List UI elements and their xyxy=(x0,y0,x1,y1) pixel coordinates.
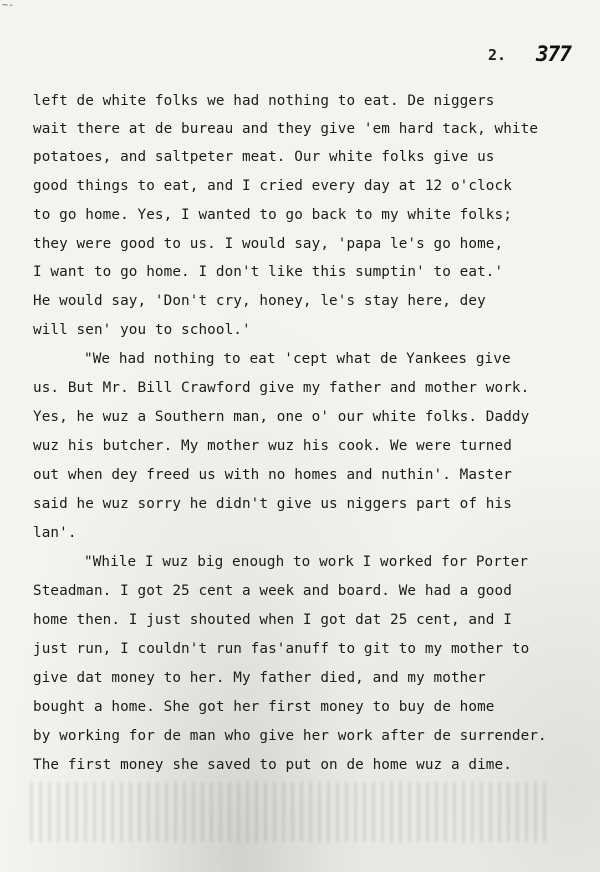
text-line: us. But Mr. Bill Crawford give my father and mother work. xyxy=(33,380,530,396)
text-line: wuz his butcher. My mother wuz his cook. We were turned xyxy=(33,438,512,454)
text-line: out when dey freed us with no homes and nuthin'. Master xyxy=(33,467,512,483)
text-line: "While I wuz big enough to work I worked for Porter xyxy=(84,554,529,570)
text-line: said he wuz sorry he didn't give us niggers part of his xyxy=(33,496,512,512)
text-line: good things to eat, and I cried every day at 12 o'clock xyxy=(33,178,512,194)
text-line: lan'. xyxy=(33,525,77,541)
text-line: wait there at de bureau and they give 'em hard tack, white xyxy=(33,121,539,137)
text-line: home then. I just shouted when I got dat 25 cent, and I xyxy=(33,612,512,628)
corner-ink-mark: ~- xyxy=(2,0,15,11)
text-line: Steadman. I got 25 cent a week and board. We had a good xyxy=(33,583,512,599)
text-line: The first money she saved to put on de home wuz a dime. xyxy=(33,757,512,773)
text-line: Yes, he wuz a Southern man, one o' our white folks. Daddy xyxy=(33,409,530,425)
faded-bottom-smudge xyxy=(30,782,550,842)
text-line: to go home. Yes, I wanted to go back to my white folks; xyxy=(33,207,512,223)
text-line: potatoes, and saltpeter meat. Our white folks give us xyxy=(33,149,495,165)
text-line: just run, I couldn't run fas'anuff to git to my mother to xyxy=(33,641,530,657)
text-line: by working for de man who give her work after de surrender. xyxy=(33,728,547,744)
text-line: will sen' you to school.' xyxy=(33,322,251,338)
text-line: left de white folks we had nothing to eat. De niggers xyxy=(33,93,495,109)
text-line: He would say, 'Don't cry, honey, le's stay here, dey xyxy=(33,293,486,309)
text-line: bought a home. She got her first money to buy de home xyxy=(33,699,495,715)
text-line: give dat money to her. My father died, and my mother xyxy=(33,670,486,686)
text-line: I want to go home. I don't like this sumptin' to eat.' xyxy=(33,264,504,280)
text-line: "We had nothing to eat 'cept what de Yankees give xyxy=(84,351,511,367)
text-line: they were good to us. I would say, 'papa le's go home, xyxy=(33,236,504,252)
page-number: 2. xyxy=(488,46,507,64)
folio-stamp-number: 377 xyxy=(536,42,571,66)
